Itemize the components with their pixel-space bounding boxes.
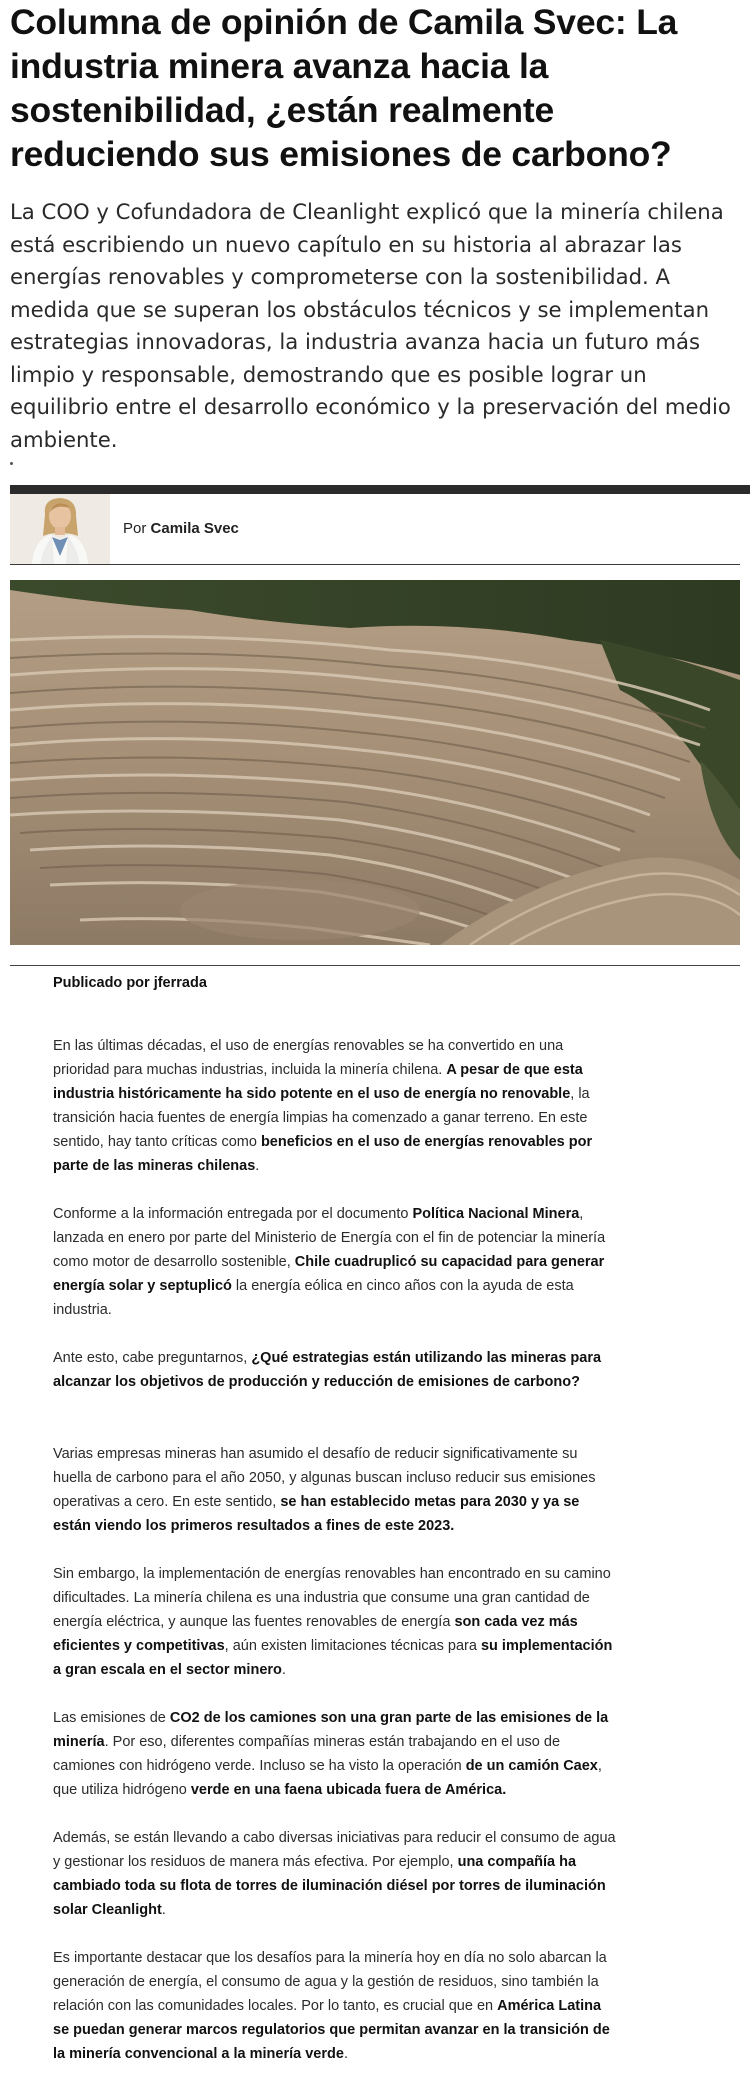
byline-prefix: Por — [123, 520, 147, 537]
text-run: , la transición hacia fuentes de energía limpias ha comenzado a ganar terreno. En este sentido, hay tanto críticas como — [53, 1086, 590, 1150]
text-run: Ante esto, cabe preguntarnos, — [53, 1350, 252, 1366]
content-divider — [10, 965, 740, 966]
publisher-label: Publicado por jferrada — [53, 975, 207, 991]
open-pit-mine-image — [10, 580, 740, 945]
article-lead: La COO y Cofundadora de Cleanlight explicó que la minería chilena está escribiendo un nuevo capítulo en su historia al abrazar las energías renovables y comprometerse con la sostenibilidad. A medida que se superan los obstáculos técnicos y se implementan estrategias innovadoras, la industria avanza hacia un futuro más limpio y responsable, demostrando que es posible lograr un equilibrio entre el desarrollo económico y la preservación del medio ambiente. — [10, 199, 731, 452]
author-avatar[interactable] — [10, 494, 110, 564]
text-run: Las emisiones de — [53, 1710, 170, 1726]
bold-run: una compañía ha cambiado toda su flota de torres de iluminación diésel por torres de iluminación solar Cleanlight — [53, 1854, 606, 1918]
text-run: Además, se están llevando a cabo diversas iniciativas para reducir el consumo de agua y gestionar los residuos de manera más efectiva. Por ejemplo, — [53, 1830, 616, 1870]
paragraph-3 — [53, 1346, 618, 1394]
bold-run: ¿Qué estrategias están utilizando las mineras para alcanzar los objetivos de producción y reducción de emisiones de carbono? — [53, 1350, 602, 1390]
bold-run: Chile cuadruplicó su capacidad para generar energía solar y septuplicó — [53, 1254, 605, 1294]
text-run: la energía eólica en cinco años con la ayuda de esta industria. — [53, 1278, 574, 1318]
article-title: Columna de opinión de Camila Svec: La industria minera avanza hacia la sostenibilidad, ¿están realmente reduciendo sus emisiones de carbono? — [10, 2, 678, 174]
bold-run: beneficios en el uso de energías renovables por parte de las mineras chilenas — [53, 1134, 593, 1174]
bold-run: son cada vez más eficientes y competitivas — [53, 1614, 578, 1654]
text-run: Conforme a la información entregada por el documento — [53, 1206, 413, 1222]
paragraph-4 — [53, 1442, 618, 1538]
hero-image — [10, 580, 740, 945]
paragraph-1 — [53, 1034, 618, 1178]
text-run: , aún existen limitaciones técnicas para — [224, 1638, 481, 1654]
text-run: Varias empresas mineras han asumido el desafío de reducir significativamente su huella de carbono para el año 2050, y algunas buscan incluso reducir sus emisiones operativas a cero. En este sentido, — [53, 1446, 596, 1510]
bold-run: su implementación a gran escala en el sector minero — [53, 1638, 613, 1678]
text-run: Sin embargo, la implementación de energías renovables han encontrado en su camino dificultades. La minería chilena es una industria que consume una gran cantidad de energía eléctrica, y aunque las fuentes renovables de energía — [53, 1566, 611, 1630]
text-run: . — [255, 1158, 260, 1174]
text-run: , lanzada en enero por parte del Ministerio de Energía con el fin de potenciar la minería como motor de desarrollo sostenible, — [53, 1206, 606, 1270]
text-run: . — [281, 1662, 286, 1678]
author-box — [10, 494, 740, 565]
bold-run: América Latina se puedan generar marcos regulatorios que permitan avanzar en la transición de la minería convencional a la minería verde — [53, 1998, 610, 2062]
bold-run: A pesar de que esta industria históricamente ha sido potente en el uso de energía no renovable — [53, 1062, 583, 1102]
bold-run: se han establecido metas para 2030 y ya se están viendo los primeros resultados a fines de este 2023. — [53, 1494, 580, 1534]
text-run: Es importante destacar que los desafíos para la minería hoy en día no solo abarcan la generación de energía, el consumo de agua y la gestión de residuos, sino también la relación con las comunidades locales. Por lo tanto, es crucial que en — [53, 1950, 607, 2014]
byline — [123, 520, 239, 537]
text-run: , que utiliza hidrógeno — [53, 1758, 602, 1798]
bold-run: de un camión Caex — [465, 1758, 598, 1774]
text-run: . — [343, 2046, 348, 2062]
bold-run: Política Nacional Minera — [412, 1206, 580, 1222]
paragraph-2 — [53, 1202, 618, 1322]
author-photo — [10, 494, 110, 564]
text-run: En las últimas décadas, el uso de energías renovables se ha convertido en una prioridad para muchas industrias, incluida la minería chilena. — [53, 1038, 564, 1078]
bold-run: verde en una faena ubicada fuera de América. — [190, 1782, 507, 1798]
bold-run: CO2 de los camiones son una gran parte de las emisiones de la minería — [53, 1710, 609, 1750]
author-name[interactable]: Camila Svec — [150, 520, 239, 537]
paragraph-5 — [53, 1562, 618, 1682]
text-run: . Por eso, diferentes compañías mineras están trabajando en el uso de camiones con hidrógeno verde. Incluso se ha visto la operación — [53, 1734, 561, 1774]
decorative-dot — [10, 462, 13, 465]
paragraph-8 — [53, 1946, 618, 2066]
paragraph-6 — [53, 1706, 618, 1802]
paragraph-7 — [53, 1826, 618, 1922]
text-run: . — [161, 1902, 166, 1918]
section-divider — [10, 485, 750, 494]
